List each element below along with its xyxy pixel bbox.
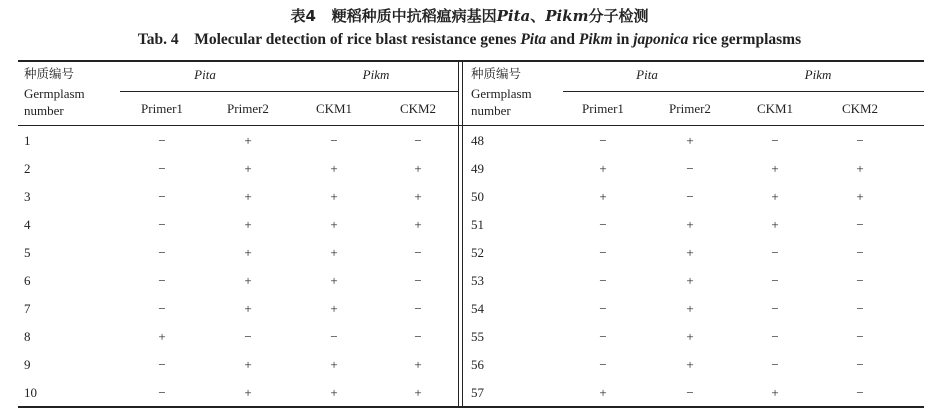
caption-en-tail: rice germplasms bbox=[692, 31, 802, 48]
primer1-result-right: − bbox=[599, 329, 607, 344]
table-caption-cn bbox=[0, 5, 939, 26]
germplasm-id-right: 55 bbox=[471, 329, 484, 344]
primer1-result-left: − bbox=[158, 245, 166, 260]
primer2-result-left: + bbox=[244, 357, 252, 372]
ckm2-result-right: − bbox=[856, 357, 864, 372]
ckm1-result-right: − bbox=[771, 357, 779, 372]
ckm1-result-left: + bbox=[330, 301, 338, 316]
ckm2-result-left: + bbox=[414, 217, 422, 232]
ckm1-result-right: − bbox=[771, 245, 779, 260]
caption-cn-text: 粳稻种质中抗稻瘟病基因 bbox=[331, 7, 497, 25]
primer1-result-right: − bbox=[599, 357, 607, 372]
primer2-result-right: + bbox=[686, 245, 694, 260]
ckm1-result-right: + bbox=[771, 385, 779, 400]
center-divider-right bbox=[462, 60, 463, 407]
primer2-result-left: + bbox=[244, 273, 252, 288]
ckm2-result-left: − bbox=[414, 301, 422, 316]
germplasm-id-left: 4 bbox=[24, 217, 31, 232]
ckm1-result-right: + bbox=[771, 189, 779, 204]
ckm2-result-left: − bbox=[414, 245, 422, 260]
ckm1-result-right: + bbox=[771, 217, 779, 232]
top-rule bbox=[18, 60, 924, 62]
primer2-result-left: + bbox=[244, 217, 252, 232]
germplasm-id-left: 7 bbox=[24, 301, 31, 316]
ckm1-result-left: − bbox=[330, 133, 338, 148]
primer1-result-right: − bbox=[599, 245, 607, 260]
ckm1-result-left: + bbox=[330, 161, 338, 176]
germplasm-id-left: 5 bbox=[24, 245, 31, 260]
germplasm-id-left: 6 bbox=[24, 273, 31, 288]
primer1-result-left: − bbox=[158, 385, 166, 400]
header-ckm2-left: CKM2 bbox=[399, 101, 437, 116]
primer2-result-right: − bbox=[686, 161, 694, 176]
primer1-result-left: − bbox=[158, 189, 166, 204]
primer2-result-left: + bbox=[244, 133, 252, 148]
caption-cn-gene2: Pikm bbox=[545, 7, 589, 25]
ckm2-result-left: + bbox=[414, 189, 422, 204]
header-gene-pita-right: Pita bbox=[636, 67, 658, 82]
ckm1-result-left: − bbox=[330, 329, 338, 344]
header-rule bbox=[18, 125, 924, 126]
header-ckm1-left: CKM1 bbox=[315, 101, 353, 116]
primer1-result-left: − bbox=[158, 133, 166, 148]
header-germplasm-en2-left: number bbox=[24, 103, 64, 118]
header-ckm2-right: CKM2 bbox=[841, 101, 879, 116]
germplasm-id-left: 2 bbox=[24, 161, 31, 176]
primer1-result-left: − bbox=[158, 357, 166, 372]
primer1-result-right: + bbox=[599, 161, 607, 176]
germplasm-id-right: 50 bbox=[471, 189, 484, 204]
header-gene-pikm-right: Pikm bbox=[804, 67, 832, 82]
header-gene-pita-left: Pita bbox=[194, 67, 216, 82]
germplasm-id-left: 1 bbox=[24, 133, 31, 148]
caption-en-japonica: japonica bbox=[633, 31, 689, 48]
ckm2-result-right: − bbox=[856, 245, 864, 260]
header-germplasm-en1-right: Germplasm bbox=[471, 86, 532, 101]
primer1-result-left: − bbox=[158, 273, 166, 288]
table-caption-en bbox=[0, 31, 939, 49]
center-divider-left bbox=[458, 60, 459, 407]
ckm2-result-right: − bbox=[856, 217, 864, 232]
ckm1-result-left: + bbox=[330, 273, 338, 288]
primer2-result-left: + bbox=[244, 301, 252, 316]
ckm2-result-right: − bbox=[856, 329, 864, 344]
caption-en-in: in bbox=[616, 31, 630, 48]
primer2-result-right: + bbox=[686, 273, 694, 288]
primer1-result-left: + bbox=[158, 329, 166, 344]
caption-en-text: Molecular detection of rice blast resistance genes bbox=[194, 31, 517, 48]
germplasm-id-right: 54 bbox=[471, 301, 484, 316]
ckm2-result-right: − bbox=[856, 301, 864, 316]
primer2-result-right: + bbox=[686, 133, 694, 148]
header-germplasm-cn-right: 种质编号 bbox=[471, 66, 522, 81]
header-primer2-left: Primer2 bbox=[227, 101, 269, 116]
ckm1-result-right: − bbox=[771, 273, 779, 288]
bottom-rule bbox=[18, 406, 924, 408]
header-ckm1-right: CKM1 bbox=[756, 101, 794, 116]
header-germplasm-cn-left: 种质编号 bbox=[24, 66, 75, 81]
primer1-result-left: − bbox=[158, 217, 166, 232]
primer1-result-right: − bbox=[599, 217, 607, 232]
germplasm-id-right: 57 bbox=[471, 385, 484, 400]
germplasm-id-right: 52 bbox=[471, 245, 484, 260]
primer2-result-left: + bbox=[244, 385, 252, 400]
caption-en-gene1: Pita bbox=[520, 31, 547, 48]
ckm2-result-left: + bbox=[414, 357, 422, 372]
ckm1-result-right: − bbox=[771, 301, 779, 316]
caption-cn-suffix: 分子检测 bbox=[588, 7, 649, 25]
ckm2-result-left: − bbox=[414, 133, 422, 148]
ckm1-result-left: + bbox=[330, 189, 338, 204]
left-subheader-rule bbox=[120, 91, 458, 92]
header-germplasm-en2-right: number bbox=[471, 103, 511, 118]
primer2-result-left: + bbox=[244, 245, 252, 260]
primer1-result-left: − bbox=[158, 161, 166, 176]
ckm1-result-left: + bbox=[330, 385, 338, 400]
ckm1-result-right: + bbox=[771, 161, 779, 176]
ckm1-result-left: + bbox=[330, 245, 338, 260]
header-primer2-right: Primer2 bbox=[669, 101, 711, 116]
germplasm-id-right: 56 bbox=[471, 357, 484, 372]
caption-en-gene2: Pikm bbox=[578, 31, 613, 48]
primer1-result-right: − bbox=[599, 301, 607, 316]
caption-cn-sep: 、 bbox=[530, 7, 546, 25]
germplasm-id-left: 9 bbox=[24, 357, 31, 372]
ckm2-result-right: − bbox=[856, 273, 864, 288]
ckm1-result-right: − bbox=[771, 329, 779, 344]
ckm2-result-left: + bbox=[414, 385, 422, 400]
germplasm-id-right: 49 bbox=[471, 161, 484, 176]
primer2-result-right: + bbox=[686, 301, 694, 316]
header-gene-pikm-left: Pikm bbox=[362, 67, 390, 82]
primer2-result-right: − bbox=[686, 385, 694, 400]
primer2-result-right: + bbox=[686, 357, 694, 372]
germplasm-id-right: 53 bbox=[471, 273, 484, 288]
ckm2-result-left: − bbox=[414, 273, 422, 288]
primer2-result-right: − bbox=[686, 189, 694, 204]
right-subheader-rule bbox=[563, 91, 924, 92]
primer1-result-right: + bbox=[599, 385, 607, 400]
ckm2-result-left: + bbox=[414, 161, 422, 176]
ckm2-result-left: − bbox=[414, 329, 422, 344]
caption-en-number: Tab. 4 bbox=[137, 31, 179, 48]
primer2-result-right: + bbox=[686, 329, 694, 344]
header-germplasm-en1-left: Germplasm bbox=[24, 86, 85, 101]
header-primer1-right: Primer1 bbox=[582, 101, 624, 116]
primer2-result-right: + bbox=[686, 217, 694, 232]
ckm1-result-left: + bbox=[330, 357, 338, 372]
primer1-result-right: − bbox=[599, 273, 607, 288]
primer1-result-left: − bbox=[158, 301, 166, 316]
primer2-result-left: − bbox=[244, 329, 252, 344]
primer2-result-left: + bbox=[244, 161, 252, 176]
germplasm-id-left: 10 bbox=[24, 385, 37, 400]
header-primer1-left: Primer1 bbox=[141, 101, 183, 116]
germplasm-id-left: 3 bbox=[24, 189, 31, 204]
ckm1-result-right: − bbox=[771, 133, 779, 148]
primer1-result-right: − bbox=[599, 133, 607, 148]
caption-cn-number: 表4 bbox=[290, 7, 316, 25]
primer2-result-left: + bbox=[244, 189, 252, 204]
ckm2-result-right: − bbox=[856, 385, 864, 400]
caption-en-and: and bbox=[550, 31, 576, 48]
germplasm-id-right: 48 bbox=[471, 133, 484, 148]
ckm1-result-left: + bbox=[330, 217, 338, 232]
germplasm-id-right: 51 bbox=[471, 217, 484, 232]
primer1-result-right: + bbox=[599, 189, 607, 204]
germplasm-id-left: 8 bbox=[24, 329, 31, 344]
caption-cn-gene1: Pita bbox=[496, 7, 531, 25]
ckm2-result-right: + bbox=[856, 189, 864, 204]
ckm2-result-right: + bbox=[856, 161, 864, 176]
ckm2-result-right: − bbox=[856, 133, 864, 148]
